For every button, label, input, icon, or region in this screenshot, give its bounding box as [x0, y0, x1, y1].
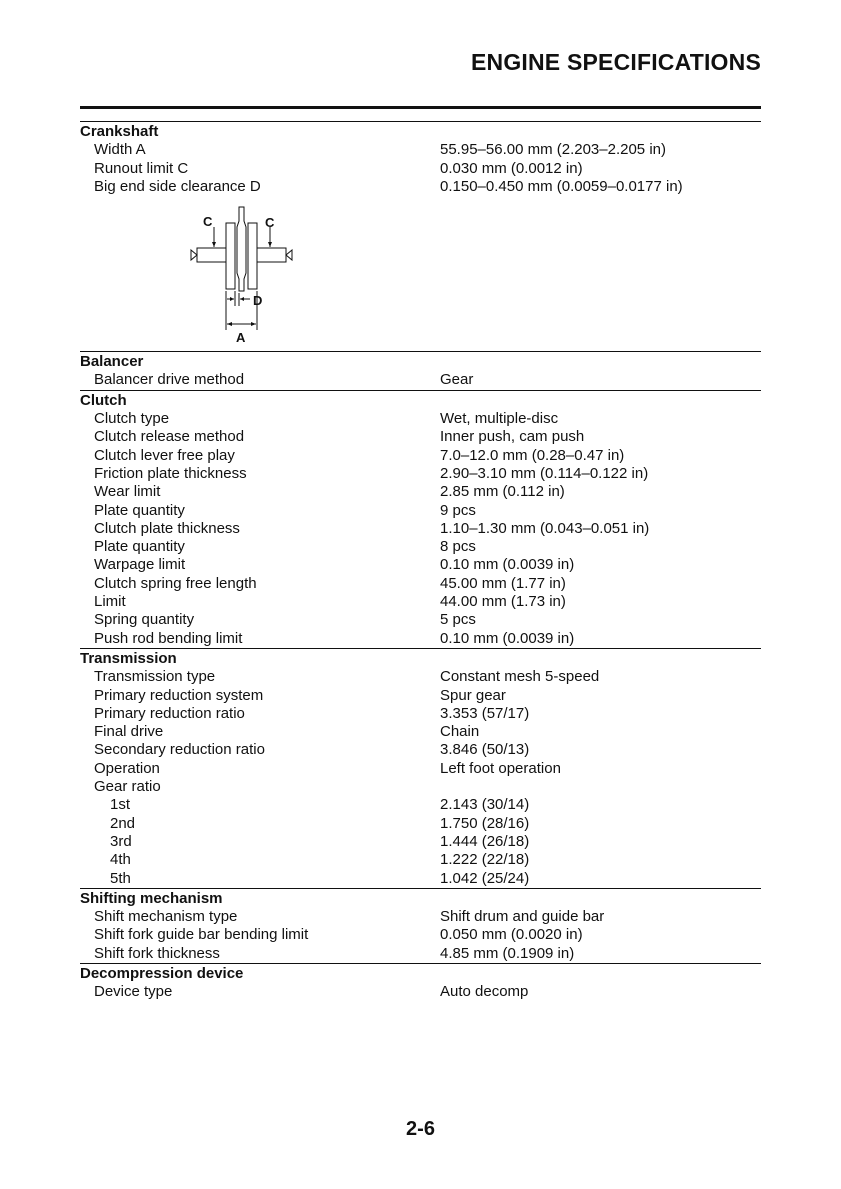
spec-value: Chain — [440, 723, 480, 741]
spec-value: Auto decomp — [440, 983, 529, 1001]
spec-value: 5 pcs — [440, 611, 476, 629]
spec-value: Spur gear — [440, 686, 506, 704]
spec-row — [80, 723, 761, 741]
spec-label: Clutch plate thickness — [94, 519, 240, 537]
spec-table — [80, 122, 761, 1002]
spec-value: 3.846 (50/13) — [440, 741, 530, 759]
gear-label: 1st — [110, 796, 131, 814]
spec-value: 45.00 mm (1.77 in) — [440, 574, 566, 592]
section-shifting — [80, 889, 761, 964]
spec-row — [80, 945, 761, 963]
spec-row — [80, 908, 761, 926]
diagram-label-c-right: C — [265, 215, 275, 231]
gear-value: 1.750 (28/16) — [440, 814, 530, 832]
spec-label: Transmission type — [94, 668, 216, 686]
spec-row — [80, 556, 761, 574]
spec-label: Wear limit — [94, 483, 161, 501]
gear-label: 5th — [110, 869, 131, 887]
section-title: Balancer — [80, 353, 144, 371]
spec-value: Left foot operation — [440, 759, 561, 777]
spec-value: 0.150–0.450 mm (0.0059–0.0177 in) — [440, 177, 683, 195]
spec-value: 2.85 mm (0.112 in) — [440, 483, 565, 501]
spec-label: Friction plate thickness — [94, 464, 247, 482]
spec-label: Clutch spring free length — [94, 574, 257, 592]
spec-value: 2.90–3.10 mm (0.114–0.122 in) — [440, 464, 649, 482]
gear-value: 1.444 (26/18) — [440, 832, 530, 850]
spec-value: 1.10–1.30 mm (0.043–0.051 in) — [440, 519, 650, 537]
spec-row — [80, 520, 761, 538]
spec-row — [80, 611, 761, 629]
spec-row — [80, 593, 761, 611]
spec-label: Width A — [94, 141, 146, 159]
spec-label: Plate quantity — [94, 501, 185, 519]
spec-row — [80, 178, 761, 196]
gear-value: 1.222 (22/18) — [440, 851, 530, 869]
diagram-label-c-left: C — [203, 214, 213, 230]
spec-value: 44.00 mm (1.73 in) — [440, 593, 566, 611]
spec-label: Primary reduction ratio — [94, 704, 245, 722]
section-balancer — [80, 352, 761, 391]
spec-label: Shift fork guide bar bending limit — [94, 926, 309, 944]
section-title: Shifting mechanism — [80, 889, 223, 907]
spec-value: 8 pcs — [440, 538, 476, 556]
spec-value: 3.353 (57/17) — [440, 704, 530, 722]
spec-label: Plate quantity — [94, 538, 185, 556]
spec-row — [80, 160, 761, 178]
spec-label: Clutch release method — [94, 428, 245, 446]
gear-label: 3rd — [110, 832, 132, 850]
gear-label: 2nd — [110, 814, 136, 832]
section-decompression — [80, 964, 761, 1002]
spec-label: Device type — [94, 983, 173, 1001]
spec-label: Push rod bending limit — [94, 629, 243, 647]
spec-value: Constant mesh 5-speed — [440, 668, 600, 686]
gear-row — [80, 870, 761, 888]
diagram-label-d: D — [253, 293, 263, 309]
spec-value: 7.0–12.0 mm (0.28–0.47 in) — [440, 446, 625, 464]
spec-value: 9 pcs — [440, 501, 476, 519]
spec-row — [80, 502, 761, 520]
spec-label: Clutch lever free play — [94, 446, 235, 464]
spec-row — [80, 705, 761, 723]
spec-label: Operation — [94, 759, 160, 777]
section-title: Decompression device — [80, 964, 244, 982]
spec-value: 0.030 mm (0.0012 in) — [440, 159, 583, 177]
spec-row — [80, 575, 761, 593]
spec-label: Big end side clearance D — [94, 177, 261, 195]
section-title: Transmission — [80, 649, 177, 667]
spec-label: Secondary reduction ratio — [94, 741, 265, 759]
spec-value: Gear — [440, 371, 474, 389]
spec-value: Inner push, cam push — [440, 428, 585, 446]
spec-value: 0.10 mm (0.0039 in) — [440, 629, 575, 647]
gear-value: 1.042 (25/24) — [440, 869, 530, 887]
spec-row — [80, 141, 761, 159]
spec-row — [80, 778, 761, 796]
spec-label: Shift fork thickness — [94, 944, 220, 962]
gear-label: 4th — [110, 851, 131, 869]
spec-value: 55.95–56.00 mm (2.203–2.205 in) — [440, 141, 666, 159]
spec-label: Limit — [94, 593, 126, 611]
page-number: 2-6 — [406, 1118, 435, 1140]
spec-row — [80, 538, 761, 556]
spec-row — [80, 668, 761, 686]
gear-row — [80, 796, 761, 814]
spec-value: Wet, multiple-disc — [440, 410, 559, 428]
spec-row — [80, 687, 761, 705]
page-title: ENGINE SPECIFICATIONS — [470, 49, 761, 75]
spec-label: Final drive — [94, 723, 164, 741]
spec-label: Gear ratio — [94, 778, 161, 796]
spec-value: 4.85 mm (0.1909 in) — [440, 944, 575, 962]
diagram-label-a: A — [236, 330, 246, 346]
spec-value: Shift drum and guide bar — [440, 908, 605, 926]
section-clutch — [80, 391, 761, 649]
spec-row — [80, 371, 761, 389]
spec-row — [80, 983, 761, 1001]
spec-label: Clutch type — [94, 410, 170, 428]
header-rule — [80, 106, 761, 109]
spec-row — [80, 760, 761, 778]
spec-value: 0.10 mm (0.0039 in) — [440, 556, 575, 574]
section-crankshaft — [80, 122, 761, 352]
gear-value: 2.143 (30/14) — [440, 796, 530, 814]
spec-label: Primary reduction system — [94, 686, 264, 704]
gear-row — [80, 833, 761, 851]
spec-row — [80, 483, 761, 501]
spec-label: Shift mechanism type — [94, 908, 238, 926]
spec-row — [80, 447, 761, 465]
gear-row — [80, 851, 761, 869]
spec-row — [80, 465, 761, 483]
spec-label: Runout limit C — [94, 159, 189, 177]
spec-row — [80, 410, 761, 428]
crankshaft-diagram — [80, 196, 761, 351]
spec-row — [80, 630, 761, 648]
spec-row — [80, 926, 761, 944]
crankshaft-diagram-svg — [186, 205, 298, 345]
section-transmission — [80, 649, 761, 889]
spec-label: Balancer drive method — [94, 371, 245, 389]
section-title: Crankshaft — [80, 123, 159, 140]
spec-row — [80, 741, 761, 759]
spec-label: Warpage limit — [94, 556, 186, 574]
gear-row — [80, 815, 761, 833]
section-title: Clutch — [80, 391, 127, 409]
spec-row — [80, 428, 761, 446]
spec-label: Spring quantity — [94, 611, 195, 629]
spec-value: 0.050 mm (0.0020 in) — [440, 926, 583, 944]
